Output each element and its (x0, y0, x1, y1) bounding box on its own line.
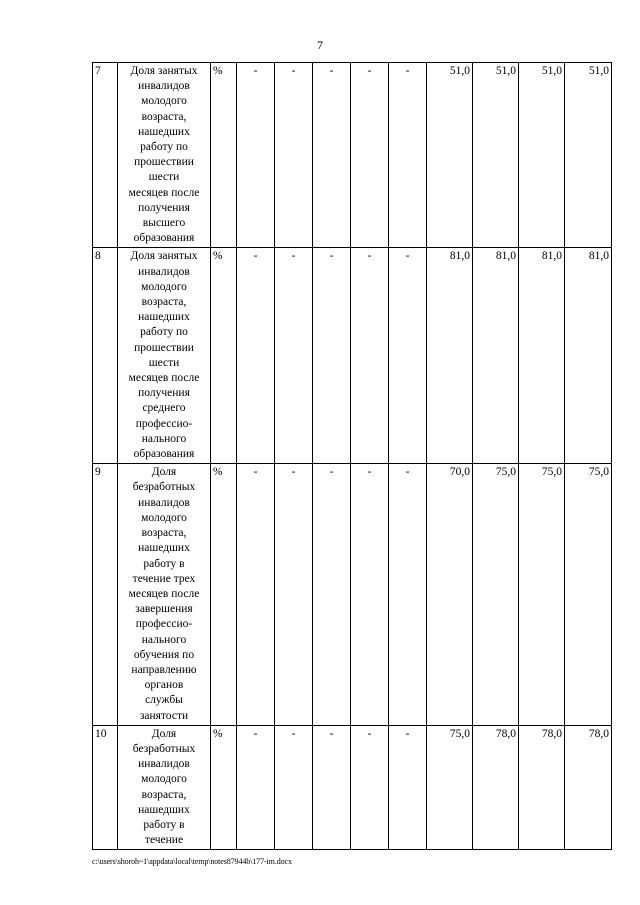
indicator-name-line: получения (138, 387, 190, 400)
indicator-name-line: инвалидов (138, 496, 190, 509)
value-cell: 78,0 (473, 725, 519, 850)
value-cell: 81,0 (519, 248, 565, 464)
indicator-name-line: возраста, (141, 110, 187, 123)
indicator-name (118, 725, 211, 850)
empty-value-cell: - (351, 464, 389, 725)
indicator-name-line: нального (141, 432, 187, 445)
value-cell: 78,0 (519, 725, 565, 850)
indicator-name-line: Доля (151, 727, 177, 740)
indicator-name-line: образования (133, 448, 195, 461)
indicator-name-line: занятости (139, 709, 189, 722)
row-number: 8 (93, 248, 118, 464)
value-cell: 81,0 (565, 248, 612, 464)
table-row (93, 63, 612, 248)
indicator-name-line: нального (141, 633, 187, 646)
indicator-name-line: возраста, (141, 296, 187, 309)
empty-value-cell: - (237, 248, 275, 464)
indicator-name-line: завершения (135, 603, 193, 616)
indicator-name-line: нашедших (138, 803, 190, 816)
unit-cell: % (211, 464, 237, 725)
value-cell: 75,0 (473, 464, 519, 725)
empty-value-cell: - (351, 725, 389, 850)
value-cell: 51,0 (519, 63, 565, 248)
empty-value-cell: - (313, 464, 351, 725)
indicator-name-line: течение трех (132, 572, 196, 585)
empty-value-cell: - (389, 63, 427, 248)
indicator-name-line: службы (145, 694, 183, 707)
indicator-name-line: инвалидов (138, 758, 190, 771)
empty-value-cell: - (237, 464, 275, 725)
indicator-name-line: месяцев после (128, 372, 200, 385)
indicator-name-line: прошествии (134, 156, 194, 169)
value-cell: 51,0 (473, 63, 519, 248)
empty-value-cell: - (351, 63, 389, 248)
value-cell: 75,0 (519, 464, 565, 725)
unit-cell: % (211, 248, 237, 464)
empty-value-cell: - (389, 248, 427, 464)
empty-value-cell: - (275, 725, 313, 850)
table-row (93, 464, 612, 725)
indicator-name-line: Доля занятых (130, 65, 198, 77)
indicator-name-line: инвалидов (138, 265, 190, 278)
footer-file-path: c:\users\shoroh~1\appdata\local\temp\notes87944b\177-im.docx (92, 857, 292, 866)
indicator-name-line: течение (144, 834, 184, 847)
indicator-name-line: Доля (151, 466, 177, 479)
indicator-name-line: получения (138, 201, 190, 214)
empty-value-cell: - (275, 248, 313, 464)
empty-value-cell: - (237, 63, 275, 248)
unit-cell: % (211, 725, 237, 850)
indicator-name-line: профессио- (135, 417, 193, 430)
indicator-name-line: молодого (141, 95, 187, 108)
indicator-name-line: образования (133, 232, 195, 245)
indicator-name-line: нашедших (138, 542, 190, 555)
indicator-name-line: обучения по (133, 648, 195, 661)
value-cell: 75,0 (565, 464, 612, 725)
indicator-name-line: направлению (131, 663, 197, 676)
indicator-name-line: месяцев после (128, 587, 200, 600)
table-row (93, 248, 612, 464)
value-cell: 51,0 (565, 63, 612, 248)
indicator-name-line: среднего (142, 402, 186, 415)
empty-value-cell: - (351, 248, 389, 464)
indicator-name-line: шести (148, 356, 180, 369)
indicators-table (92, 62, 612, 850)
table-row (93, 725, 612, 850)
indicator-name-line: нашедших (138, 125, 190, 138)
empty-value-cell: - (313, 248, 351, 464)
page-number: 7 (317, 38, 323, 52)
indicator-name-line: работу по (140, 326, 188, 339)
value-cell: 75,0 (427, 725, 473, 850)
indicator-name-line: работу в (143, 818, 185, 831)
empty-value-cell: - (237, 725, 275, 850)
table-body (93, 63, 612, 850)
row-number: 9 (93, 464, 118, 725)
indicator-name-line: прошествии (134, 341, 194, 354)
indicator-name-line: молодого (141, 511, 187, 524)
row-number: 10 (93, 725, 118, 850)
indicator-name-line: нашедших (138, 311, 190, 324)
value-cell: 51,0 (427, 63, 473, 248)
empty-value-cell: - (389, 725, 427, 850)
indicator-name (118, 464, 211, 725)
value-cell: 78,0 (565, 725, 612, 850)
value-cell: 81,0 (473, 248, 519, 464)
indicator-name-line: работу по (140, 141, 188, 154)
indicator-name-line: профессио- (135, 618, 193, 631)
indicator-name-line: безработных (132, 481, 196, 494)
indicator-name (118, 63, 211, 248)
indicator-name-line: работу в (143, 557, 185, 570)
empty-value-cell: - (275, 464, 313, 725)
indicator-name-line: возраста, (141, 527, 187, 540)
indicator-name-line: безработных (132, 742, 196, 755)
value-cell: 81,0 (427, 248, 473, 464)
indicator-name-line: органов (144, 679, 184, 692)
indicator-name-line: молодого (141, 280, 187, 293)
indicator-name-line: высшего (142, 217, 186, 230)
row-number: 7 (93, 63, 118, 248)
indicator-name-line: месяцев после (128, 186, 200, 199)
empty-value-cell: - (275, 63, 313, 248)
empty-value-cell: - (313, 63, 351, 248)
indicator-name-line: инвалидов (138, 80, 190, 93)
unit-cell: % (211, 63, 237, 248)
indicator-name-line: молодого (141, 773, 187, 786)
indicator-name-line: шести (148, 171, 180, 184)
indicator-name-line: Доля занятых (130, 250, 198, 263)
empty-value-cell: - (389, 464, 427, 725)
value-cell: 70,0 (427, 464, 473, 725)
indicator-name-line: возраста, (141, 788, 187, 801)
empty-value-cell: - (313, 725, 351, 850)
indicator-name (118, 248, 211, 464)
